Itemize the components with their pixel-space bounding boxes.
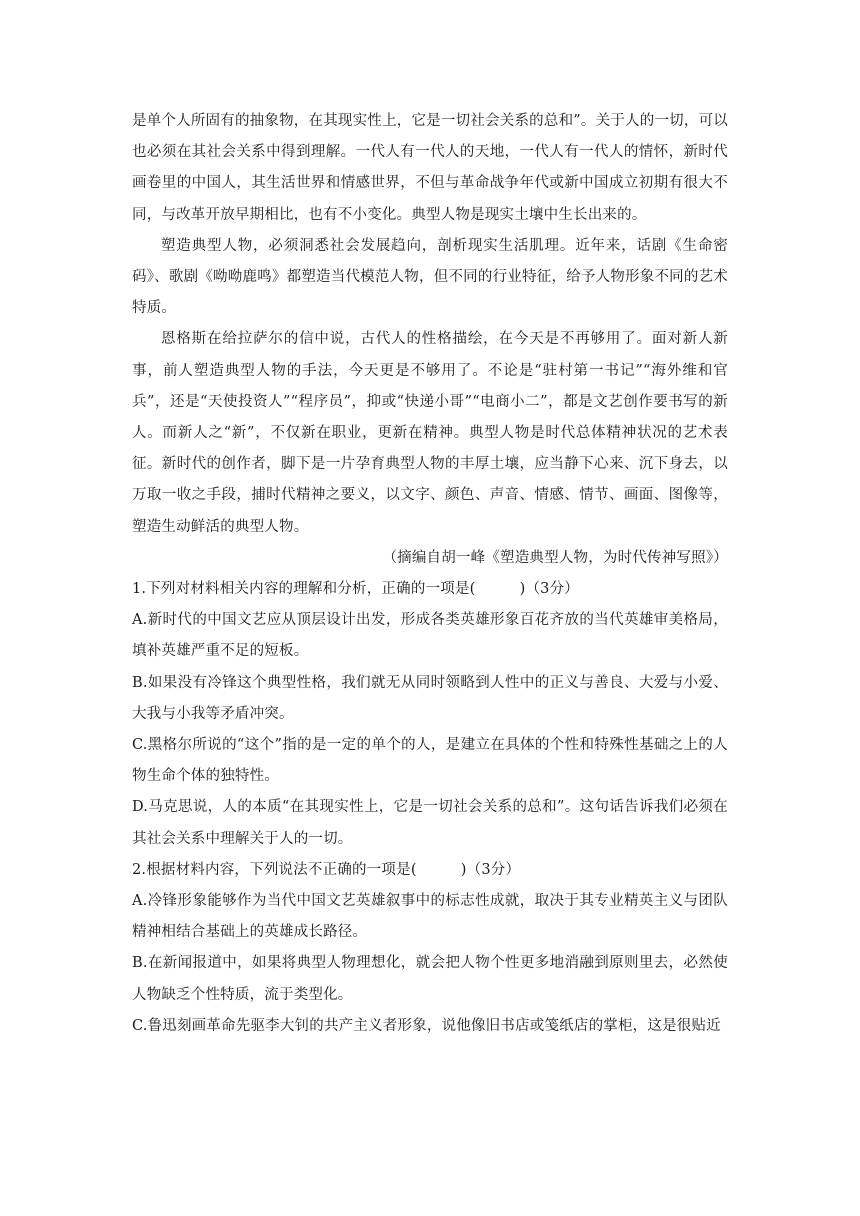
question-2-option-a: A.冷锋形象能够作为当代中国文艺英雄叙事中的标志性成就，取决于其专业精英主义与团队精神相结合基础上的英雄成长路径。 [132, 893, 728, 941]
question-1 [132, 574, 728, 855]
question-1-option-b: B.如果没有冷锋这个典型性格，我们就无从同时领略到人性中的正义与善良、大爱与小爱、大我与小我等矛盾冲突。 [132, 674, 728, 722]
article-body [132, 106, 728, 1042]
question-2 [132, 855, 728, 1042]
question-1-stem: 1.下列对材料相关内容的理解和分析，正确的一项是( )（3分） [132, 581, 579, 598]
source-citation: （摘编自胡一峰《塑造典型人物，为时代传神写照》） [382, 549, 728, 566]
question-1-option-a: A.新时代的中国文艺应从顶层设计出发，形成各类英雄形象百花齐放的当代英雄审美格局，填补英雄严重不足的短板。 [132, 612, 728, 660]
paragraph-1: 是单个人所固有的抽象物，在其现实性上，它是一切社会关系的总和”。关于人的一切，可以也必须在其社会关系中得到理解。一代人有一代人的天地，一代人有一代人的情怀，新时代画卷里的中国人，其生活世界和情感世界，不但与革命战争年代或新中国成立初期有很大不同，与改革开放早期相比，也有不小变化。典型人物是现实土壤中生长出来的。 [132, 113, 728, 223]
paragraph-3: 恩格斯在给拉萨尔的信中说，古代人的性格描绘，在今天是不再够用了。面对新人新事，前人塑造典型人物的手法，今天更是不够用了。不论是“驻村第一书记”“海外维和官兵”，还是“天使投资人”“程序员”，抑或“快递小哥”“电商小二”，都是文艺创作要书写的新人。而新人之“新”，不仅新在职业，更新在精神。典型人物是时代总体精神状况的艺术表征。新时代的创作者，脚下是一片孕育典型人物的丰厚土壤，应当静下心来、沉下身去，以万取一收之手段，捕时代精神之要义，以文字、颜色、声音、情感、情节、画面、图像等，塑造生动鲜活的典型人物。 [132, 331, 728, 535]
question-1-option-d: D.马克思说，人的本质“在其现实性上，它是一切社会关系的总和”。这句话告诉我们必须在其社会关系中理解关于人的一切。 [132, 799, 728, 847]
question-2-stem: 2.根据材料内容，下列说法不正确的一项是( )（3分） [132, 861, 521, 878]
question-1-option-c: C.黑格尔所说的“这个”指的是一定的单个的人，是建立在具体的个性和特殊性基础之上的人物生命个体的独特性。 [132, 737, 728, 785]
paragraph-2: 塑造典型人物，必须洞悉社会发展趋向，剖析现实生活肌理。近年来，话剧《生命密码》、歌剧《呦呦鹿鸣》都塑造当代模范人物，但不同的行业特征，给予人物形象不同的艺术特质。 [132, 237, 728, 317]
question-2-option-c: C.鲁迅刻画革命先驱李大钊的共产主义者形象，说他像旧书店或笺纸店的掌柜，这是很贴近 [132, 1017, 721, 1034]
question-2-option-b: B.在新闻报道中，如果将典型人物理想化，就会把人物个性更多地消融到原则里去，必然使人物缺乏个性特质，流于类型化。 [132, 955, 728, 1003]
